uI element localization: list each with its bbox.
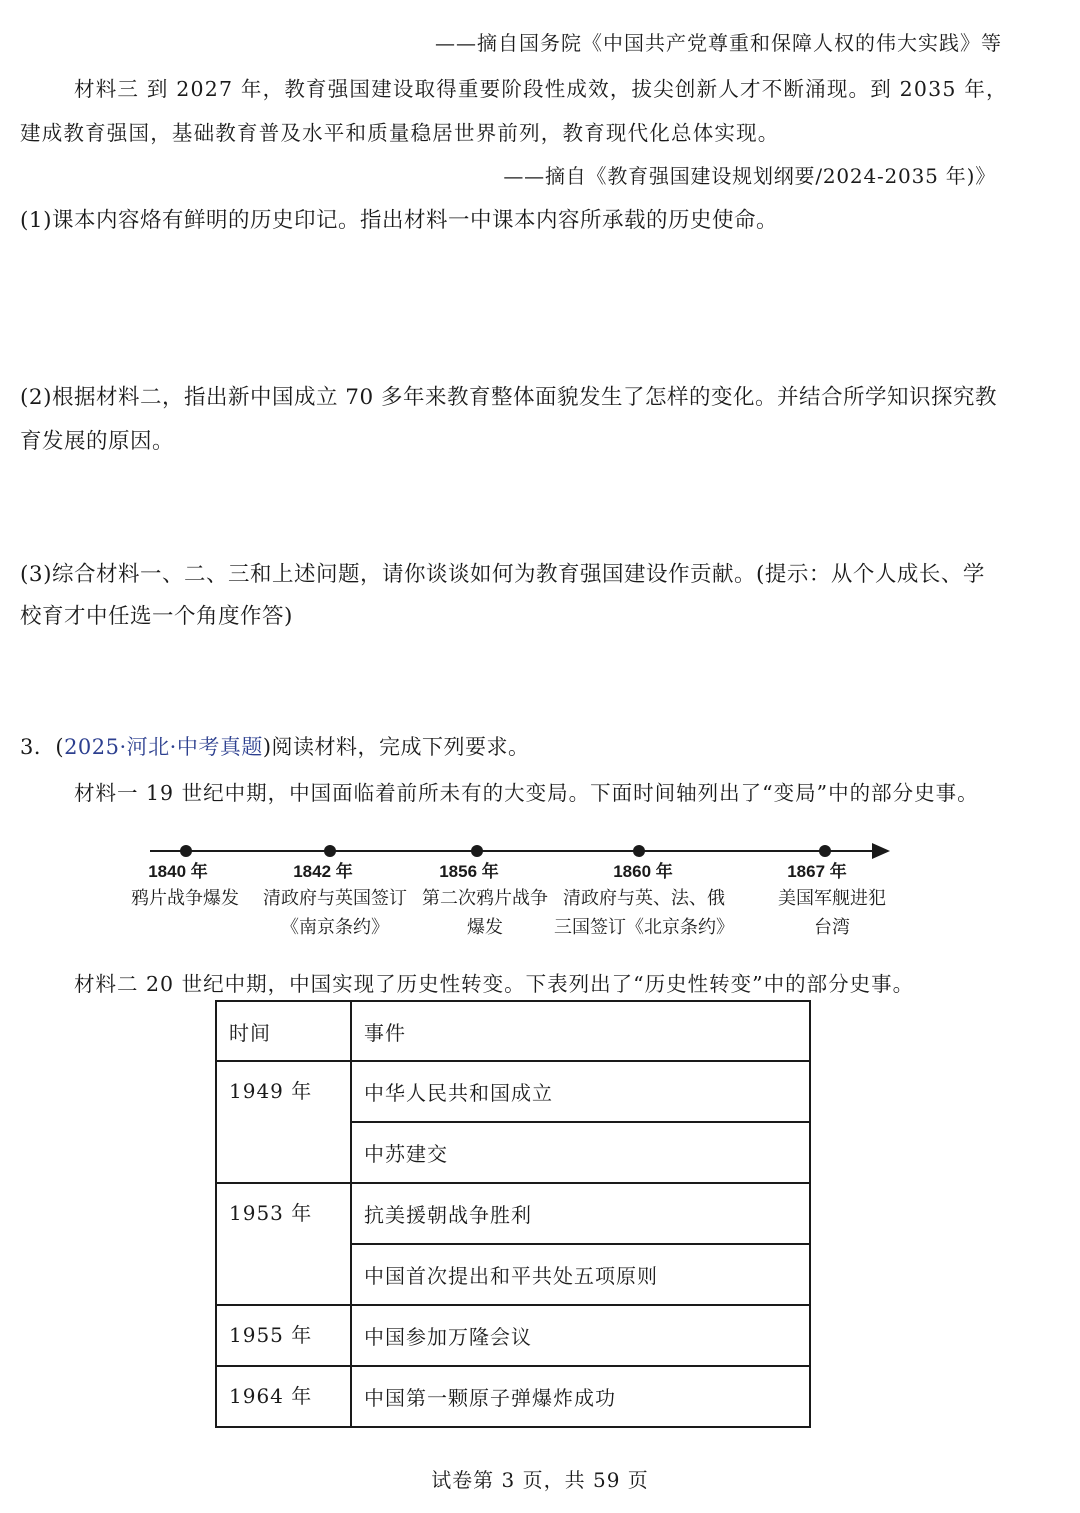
timeline-dot (324, 845, 336, 857)
table-header-event: 事件 (351, 1001, 810, 1061)
table-event-cell: 中苏建交 (351, 1122, 810, 1183)
table-year-cell: 1949 年 (216, 1061, 351, 1183)
timeline-dot (633, 845, 645, 857)
timeline-dot (471, 845, 483, 857)
timeline-year: 1856 年 (439, 862, 499, 881)
material-three-source: ——摘自《教育强国建设规划纲要/2024-2035 年)》 (503, 164, 996, 188)
material-three-line2: 建成教育强国，基础教育普及水平和质量稳居世界前列，教育现代化总体实现。 (20, 121, 780, 145)
question-3-line2: 校育才中任选一个角度作答) (20, 604, 293, 629)
problem-3-material-one: 材料一 19 世纪中期，中国面临着前所未有的大变局。下面时间轴列出了“变局”中的部分史事。 (74, 781, 979, 805)
table-event-cell: 抗美援朝战争胜利 (351, 1183, 810, 1244)
question-2-line1: (2)根据材料二，指出新中国成立 70 多年来教育整体面貌发生了怎样的变化。并结合所学知识探究教 (20, 385, 997, 410)
timeline-year: 1840 年 (148, 862, 208, 881)
timeline-axis (150, 850, 876, 852)
timeline-event-line: 美国军舰进犯 (778, 888, 886, 909)
timeline-event-line: 鸦片战争爆发 (131, 888, 239, 909)
timeline-event (263, 884, 407, 942)
table-year-cell: 1964 年 (216, 1366, 351, 1427)
timeline-event-line: 三国签订《北京条约》 (554, 917, 734, 938)
timeline-arrow-icon (872, 843, 890, 859)
timeline-event-line: 爆发 (467, 917, 503, 938)
timeline-dot (819, 845, 831, 857)
timeline-year: 1867 年 (787, 862, 847, 881)
table-row (216, 1183, 810, 1244)
table-year-cell: 1955 年 (216, 1305, 351, 1366)
timeline-event-line: 清政府与英国签订 (263, 888, 407, 909)
previous-material-source: ——摘自国务院《中国共产党尊重和保障人权的伟大实践》等 (435, 31, 1002, 55)
table-row (216, 1305, 810, 1366)
question-1: (1)课本内容烙有鲜明的历史印记。指出材料一中课本内容所承载的历史使命。 (20, 208, 778, 233)
table-row (216, 1061, 810, 1122)
timeline-dot (180, 845, 192, 857)
timeline-event (131, 884, 239, 913)
table-event-cell: 中华人民共和国成立 (351, 1061, 810, 1122)
question-3-line1: (3)综合材料一、二、三和上述问题，请你谈谈如何为教育强国建设作贡献。(提示：从个人成长、学 (20, 562, 985, 587)
problem-3-material-two: 材料二 20 世纪中期，中国实现了历史性转变。下表列出了“历史性转变”中的部分史事。 (74, 972, 915, 996)
timeline-event (778, 884, 886, 942)
timeline-event-line: 《南京条约》 (281, 917, 389, 938)
problem-3-heading (20, 731, 530, 761)
problem-3-instruction: )阅读材料，完成下列要求。 (262, 735, 530, 759)
timeline-event-line: 清政府与英、法、俄 (563, 888, 725, 909)
page-footer: 试卷第 3 页，共 59 页 (431, 1468, 649, 1492)
question-2-line2: 育发展的原因。 (20, 429, 175, 454)
timeline-event-line: 台湾 (814, 917, 850, 938)
timeline-year: 1860 年 (613, 862, 673, 881)
problem-3-number: 3．( (20, 735, 65, 759)
table-event-cell: 中国首次提出和平共处五项原则 (351, 1244, 810, 1305)
events-table (215, 1000, 811, 1428)
material-three-line1: 材料三 到 2027 年，教育强国建设取得重要阶段性成效，拔尖创新人才不断涌现。到 2035 年， (74, 77, 1008, 101)
table-row (216, 1366, 810, 1427)
table-header-row (216, 1001, 810, 1061)
problem-3-source-link[interactable]: 2025·河北·中考真题 (64, 735, 263, 759)
timeline-event (422, 884, 548, 942)
timeline-event (554, 884, 734, 942)
table-year-cell: 1953 年 (216, 1183, 351, 1305)
table-header-time: 时间 (216, 1001, 351, 1061)
table-event-cell: 中国参加万隆会议 (351, 1305, 810, 1366)
timeline-event-line: 第二次鸦片战争 (422, 888, 548, 909)
timeline-year: 1842 年 (293, 862, 353, 881)
table-event-cell: 中国第一颗原子弹爆炸成功 (351, 1366, 810, 1427)
